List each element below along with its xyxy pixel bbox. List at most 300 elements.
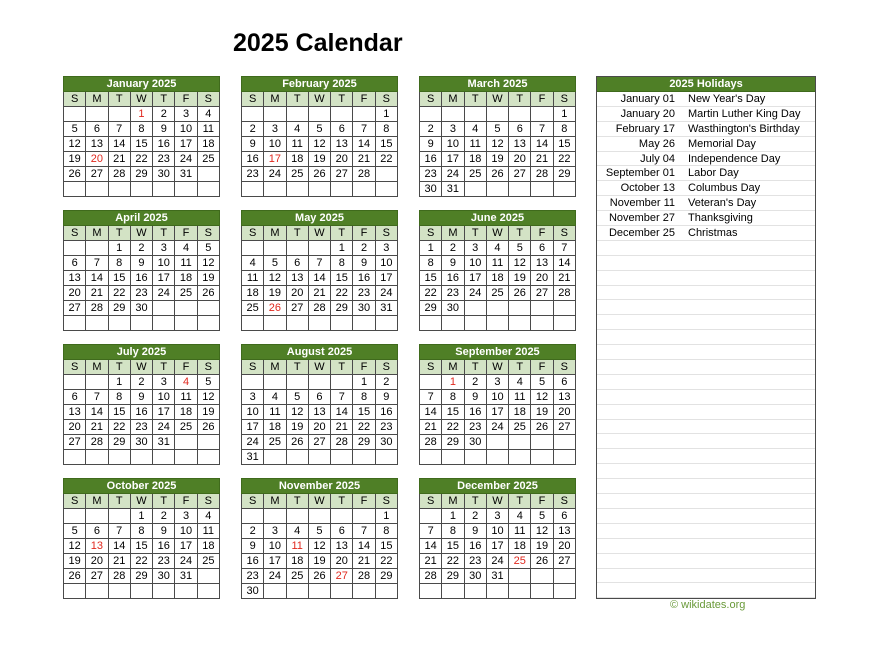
empty-day-cell (64, 450, 86, 465)
day-cell: 26 (531, 554, 553, 569)
day-cell: 28 (420, 569, 442, 584)
day-cell: 19 (486, 152, 508, 167)
week-row (242, 420, 398, 435)
empty-day-cell (108, 509, 130, 524)
day-cell: 19 (531, 539, 553, 554)
week-row (64, 569, 220, 584)
empty-day-cell (420, 584, 442, 599)
empty-day-cell (64, 375, 86, 390)
week-row (420, 509, 576, 524)
week-row (420, 241, 576, 256)
day-cell: 24 (264, 569, 286, 584)
day-cell: 21 (331, 420, 353, 435)
empty-day-cell (509, 107, 531, 122)
holiday-row (597, 405, 815, 420)
holiday-row (597, 330, 815, 345)
day-cell: 10 (175, 122, 197, 137)
day-cell: 25 (286, 167, 308, 182)
month-calendar (63, 344, 220, 465)
day-cell: 19 (64, 152, 86, 167)
day-cell: 4 (197, 107, 219, 122)
holiday-row (597, 166, 815, 181)
day-cell: 5 (531, 375, 553, 390)
day-cell: 23 (375, 420, 397, 435)
week-row (420, 316, 576, 331)
day-cell: 9 (464, 390, 486, 405)
weekday-header: S (420, 494, 442, 509)
empty-day-cell (420, 107, 442, 122)
day-cell: 21 (420, 554, 442, 569)
empty-day-cell (130, 584, 152, 599)
week-row (242, 152, 398, 167)
empty-day-cell (286, 107, 308, 122)
day-cell: 15 (353, 405, 375, 420)
day-cell: 22 (130, 554, 152, 569)
empty-day-cell (375, 167, 397, 182)
day-cell: 27 (331, 569, 353, 584)
empty-day-cell (64, 107, 86, 122)
holiday-row (597, 181, 815, 196)
day-cell: 25 (464, 167, 486, 182)
day-cell: 28 (86, 301, 108, 316)
holiday-row (597, 539, 815, 554)
week-row (242, 122, 398, 137)
empty-day-cell (153, 182, 175, 197)
day-cell: 16 (464, 405, 486, 420)
day-cell: 18 (242, 286, 264, 301)
day-cell: 11 (509, 524, 531, 539)
week-row (420, 375, 576, 390)
day-cell: 26 (197, 286, 219, 301)
holiday-row (597, 583, 815, 598)
weekday-header: M (264, 92, 286, 107)
day-cell: 14 (531, 137, 553, 152)
day-cell: 22 (108, 420, 130, 435)
day-cell: 15 (442, 405, 464, 420)
day-cell: 4 (464, 122, 486, 137)
week-row (242, 167, 398, 182)
empty-day-cell (197, 301, 219, 316)
weekday-header: T (108, 360, 130, 375)
empty-day-cell (553, 450, 575, 465)
day-cell: 22 (108, 286, 130, 301)
day-cell: 30 (153, 167, 175, 182)
week-row (242, 286, 398, 301)
empty-day-cell (264, 241, 286, 256)
day-cell: 4 (175, 241, 197, 256)
empty-day-cell (175, 301, 197, 316)
day-cell: 30 (153, 569, 175, 584)
empty-day-cell (264, 450, 286, 465)
empty-day-cell (553, 569, 575, 584)
holiday-row (597, 420, 815, 435)
empty-day-cell (486, 450, 508, 465)
empty-day-cell (353, 450, 375, 465)
week-row (420, 286, 576, 301)
empty-day-cell (353, 584, 375, 599)
holiday-name: Labor Day (688, 167, 739, 180)
weekday-header: T (153, 494, 175, 509)
week-row (64, 405, 220, 420)
empty-day-cell (331, 182, 353, 197)
day-cell: 20 (531, 271, 553, 286)
day-cell: 1 (353, 375, 375, 390)
day-cell: 17 (264, 152, 286, 167)
day-cell: 3 (442, 122, 464, 137)
month-title: October 2025 (64, 479, 220, 494)
week-row (64, 167, 220, 182)
day-cell: 2 (464, 375, 486, 390)
weekday-header: S (64, 494, 86, 509)
day-cell: 24 (175, 152, 197, 167)
day-cell: 29 (442, 569, 464, 584)
day-cell: 18 (286, 554, 308, 569)
day-cell: 26 (308, 569, 330, 584)
source-credit[interactable]: © wikidates.org (670, 599, 746, 611)
day-cell: 20 (331, 554, 353, 569)
day-cell: 2 (242, 524, 264, 539)
empty-day-cell (175, 584, 197, 599)
empty-day-cell (331, 107, 353, 122)
weekday-header: T (331, 494, 353, 509)
weekday-header: S (242, 360, 264, 375)
day-cell: 1 (442, 375, 464, 390)
day-cell: 11 (175, 256, 197, 271)
day-cell: 11 (242, 271, 264, 286)
day-cell: 1 (553, 107, 575, 122)
day-cell: 23 (242, 569, 264, 584)
day-cell: 30 (242, 584, 264, 599)
day-cell: 16 (242, 554, 264, 569)
day-cell: 4 (242, 256, 264, 271)
day-cell: 15 (108, 405, 130, 420)
week-row (242, 256, 398, 271)
day-cell: 22 (442, 554, 464, 569)
month-calendar (63, 478, 220, 599)
day-cell: 25 (242, 301, 264, 316)
day-cell: 20 (308, 420, 330, 435)
day-cell: 12 (531, 390, 553, 405)
day-cell: 1 (375, 509, 397, 524)
holiday-name: Memorial Day (688, 137, 756, 150)
weekday-header: F (353, 92, 375, 107)
weekday-header: T (331, 92, 353, 107)
day-cell: 12 (64, 539, 86, 554)
day-cell: 17 (375, 271, 397, 286)
day-cell: 14 (353, 539, 375, 554)
empty-day-cell (153, 301, 175, 316)
month-title: December 2025 (420, 479, 576, 494)
empty-day-cell (64, 584, 86, 599)
day-cell: 11 (286, 137, 308, 152)
day-cell: 15 (375, 539, 397, 554)
day-cell: 4 (286, 524, 308, 539)
empty-day-cell (130, 316, 152, 331)
empty-day-cell (242, 375, 264, 390)
week-row (64, 122, 220, 137)
day-cell: 19 (64, 554, 86, 569)
day-cell: 26 (197, 420, 219, 435)
day-cell: 27 (509, 167, 531, 182)
empty-day-cell (331, 375, 353, 390)
weekday-header: M (442, 226, 464, 241)
weekday-header: T (153, 360, 175, 375)
week-row (64, 152, 220, 167)
day-cell: 24 (175, 554, 197, 569)
week-row (242, 107, 398, 122)
holiday-name: Wasthington's Birthday (688, 122, 800, 135)
day-cell: 14 (108, 539, 130, 554)
day-cell: 20 (64, 286, 86, 301)
empty-day-cell (486, 584, 508, 599)
day-cell: 1 (130, 107, 152, 122)
month-title: August 2025 (242, 345, 398, 360)
holiday-row (597, 256, 815, 271)
day-cell: 9 (242, 539, 264, 554)
week-row (242, 524, 398, 539)
day-cell: 2 (130, 375, 152, 390)
week-row (242, 405, 398, 420)
day-cell: 21 (86, 420, 108, 435)
day-cell: 24 (464, 286, 486, 301)
weekday-header: M (442, 494, 464, 509)
day-cell: 13 (509, 137, 531, 152)
holiday-row (597, 554, 815, 569)
holiday-row (597, 464, 815, 479)
day-cell: 11 (197, 122, 219, 137)
day-cell: 3 (486, 509, 508, 524)
weekday-header: S (420, 360, 442, 375)
week-row (420, 569, 576, 584)
week-row (64, 182, 220, 197)
week-row (64, 301, 220, 316)
day-cell: 19 (308, 152, 330, 167)
day-cell: 24 (442, 167, 464, 182)
weekday-header: F (531, 92, 553, 107)
day-cell: 8 (553, 122, 575, 137)
empty-day-cell (464, 316, 486, 331)
day-cell: 27 (308, 435, 330, 450)
day-cell: 24 (264, 167, 286, 182)
weekday-header: T (108, 226, 130, 241)
day-cell: 11 (197, 524, 219, 539)
day-cell: 12 (197, 256, 219, 271)
day-cell: 28 (331, 435, 353, 450)
day-cell: 25 (286, 569, 308, 584)
week-row (420, 301, 576, 316)
day-cell: 21 (108, 554, 130, 569)
empty-day-cell (308, 509, 330, 524)
day-cell: 26 (286, 435, 308, 450)
empty-day-cell (175, 435, 197, 450)
day-cell: 6 (64, 256, 86, 271)
day-cell: 12 (509, 256, 531, 271)
empty-day-cell (420, 316, 442, 331)
week-row (420, 390, 576, 405)
day-cell: 11 (264, 405, 286, 420)
day-cell: 4 (509, 509, 531, 524)
holiday-row (597, 390, 815, 405)
day-cell: 12 (308, 539, 330, 554)
day-cell: 20 (331, 152, 353, 167)
day-cell: 9 (442, 256, 464, 271)
empty-day-cell (286, 450, 308, 465)
day-cell: 28 (553, 286, 575, 301)
day-cell: 22 (130, 152, 152, 167)
day-cell: 16 (375, 405, 397, 420)
day-cell: 23 (464, 420, 486, 435)
day-cell: 15 (420, 271, 442, 286)
day-cell: 29 (375, 569, 397, 584)
weekday-header: S (197, 494, 219, 509)
day-cell: 24 (486, 554, 508, 569)
empty-day-cell (242, 509, 264, 524)
weekday-header: T (464, 494, 486, 509)
day-cell: 6 (553, 375, 575, 390)
day-cell: 2 (375, 375, 397, 390)
empty-day-cell (420, 509, 442, 524)
week-row (420, 405, 576, 420)
empty-day-cell (486, 316, 508, 331)
weekday-header: T (153, 226, 175, 241)
empty-day-cell (242, 316, 264, 331)
week-row (242, 375, 398, 390)
holidays-panel (596, 76, 816, 599)
empty-day-cell (531, 569, 553, 584)
weekday-header: W (486, 360, 508, 375)
day-cell: 4 (286, 122, 308, 137)
day-cell: 15 (375, 137, 397, 152)
weekday-header: T (464, 226, 486, 241)
week-row (64, 420, 220, 435)
week-row (64, 390, 220, 405)
weekday-header: T (286, 226, 308, 241)
day-cell: 30 (130, 435, 152, 450)
weekday-header: S (197, 226, 219, 241)
weekday-header: F (175, 92, 197, 107)
day-cell: 13 (331, 539, 353, 554)
day-cell: 25 (175, 286, 197, 301)
weekday-header: T (464, 92, 486, 107)
weekday-header: T (331, 226, 353, 241)
empty-day-cell (242, 241, 264, 256)
month-title: July 2025 (64, 345, 220, 360)
day-cell: 24 (375, 286, 397, 301)
day-cell: 12 (197, 390, 219, 405)
empty-day-cell (420, 450, 442, 465)
holiday-row (597, 271, 815, 286)
week-row (64, 271, 220, 286)
empty-day-cell (130, 450, 152, 465)
empty-day-cell (486, 301, 508, 316)
empty-day-cell (242, 107, 264, 122)
holiday-name: New Year's Day (688, 93, 766, 105)
month-title: February 2025 (242, 77, 398, 92)
day-cell: 31 (375, 301, 397, 316)
day-cell: 9 (242, 137, 264, 152)
day-cell: 3 (153, 241, 175, 256)
day-cell: 5 (531, 509, 553, 524)
day-cell: 28 (353, 167, 375, 182)
empty-day-cell (553, 316, 575, 331)
day-cell: 23 (464, 554, 486, 569)
day-cell: 29 (130, 569, 152, 584)
weekday-header: T (286, 92, 308, 107)
day-cell: 20 (553, 539, 575, 554)
week-row (64, 241, 220, 256)
day-cell: 29 (331, 301, 353, 316)
empty-day-cell (175, 182, 197, 197)
empty-day-cell (375, 316, 397, 331)
empty-day-cell (331, 584, 353, 599)
week-row (242, 182, 398, 197)
empty-day-cell (286, 316, 308, 331)
empty-day-cell (197, 316, 219, 331)
week-row (242, 271, 398, 286)
empty-day-cell (531, 584, 553, 599)
day-cell: 7 (353, 524, 375, 539)
empty-day-cell (308, 241, 330, 256)
week-row (420, 152, 576, 167)
month-calendar (419, 76, 576, 197)
day-cell: 25 (509, 554, 531, 569)
day-cell: 23 (420, 167, 442, 182)
day-cell: 30 (442, 301, 464, 316)
empty-day-cell (264, 584, 286, 599)
page-title: 2025 Calendar (233, 29, 403, 57)
empty-day-cell (86, 182, 108, 197)
day-cell: 21 (353, 152, 375, 167)
day-cell: 21 (308, 286, 330, 301)
day-cell: 14 (331, 405, 353, 420)
weekday-header: S (242, 226, 264, 241)
day-cell: 30 (464, 435, 486, 450)
month-title: May 2025 (242, 211, 398, 226)
day-cell: 4 (486, 241, 508, 256)
day-cell: 14 (108, 137, 130, 152)
empty-day-cell (197, 167, 219, 182)
empty-day-cell (486, 182, 508, 197)
holiday-row (597, 107, 815, 122)
empty-day-cell (464, 182, 486, 197)
empty-day-cell (509, 301, 531, 316)
holidays-list (597, 92, 815, 598)
day-cell: 26 (308, 167, 330, 182)
weekday-header: T (331, 360, 353, 375)
month-title: September 2025 (420, 345, 576, 360)
empty-day-cell (86, 509, 108, 524)
weekday-header: S (375, 360, 397, 375)
day-cell: 17 (464, 271, 486, 286)
day-cell: 20 (509, 152, 531, 167)
week-row (420, 450, 576, 465)
weekday-header: F (175, 226, 197, 241)
week-row (242, 509, 398, 524)
weekday-header: S (242, 92, 264, 107)
empty-day-cell (108, 316, 130, 331)
day-cell: 27 (553, 420, 575, 435)
weekday-header: M (264, 494, 286, 509)
day-cell: 29 (420, 301, 442, 316)
day-cell: 5 (264, 256, 286, 271)
day-cell: 22 (553, 152, 575, 167)
day-cell: 30 (130, 301, 152, 316)
day-cell: 10 (175, 524, 197, 539)
week-row (64, 435, 220, 450)
day-cell: 22 (375, 152, 397, 167)
day-cell: 18 (175, 271, 197, 286)
day-cell: 27 (86, 167, 108, 182)
